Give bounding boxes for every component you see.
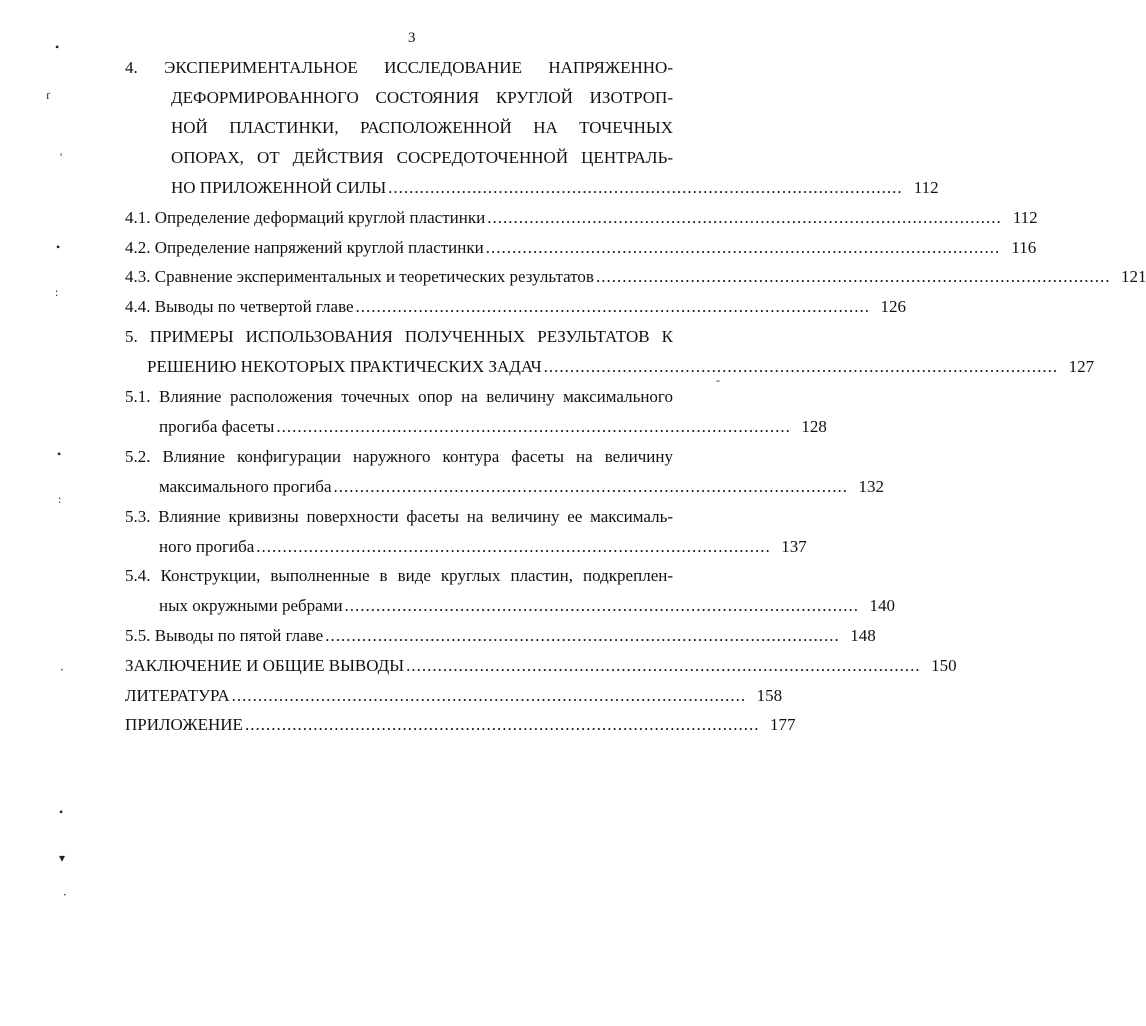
page-ref: 116 (1011, 238, 1037, 257)
section-5-entry (147, 356, 1095, 378)
toc-entry-5-2-line-1: 5.2. Влияние конфигурации наружного контура фасеты на величину (125, 447, 673, 466)
scan-speck: • (57, 447, 62, 461)
page-ref: 148 (850, 626, 876, 645)
section-4-title-line-4: ОПОРАХ, ОТ ДЕЙСТВИЯ СОСРЕДОТОЧЕННОЙ ЦЕНТРАЛЬ- (171, 148, 673, 167)
leader-dots: .................................................................................................. (485, 238, 1001, 257)
scan-speck: ‧ (63, 888, 67, 902)
entry-title: ных окружными ребрами (159, 596, 343, 615)
toc-entry-4-2 (125, 237, 1037, 259)
page-ref: 112 (1012, 208, 1038, 227)
scan-speck: • (59, 805, 64, 819)
scan-speck: ' (60, 150, 63, 164)
page-ref: 140 (869, 596, 896, 615)
leader-dots: .................................................................................................. (355, 297, 871, 316)
entry-title: 4.4. Выводы по четвертой главе (125, 297, 354, 316)
toc-entry-5-1-line-1: 5.1. Влияние расположения точечных опор на величину максимального (125, 387, 673, 406)
toc-entry-5-3 (159, 536, 807, 558)
page-ref: 150 (931, 656, 957, 675)
entry-title: 4.2. Определение напряжений круглой пластинки (125, 238, 484, 257)
page-ref: 126 (880, 297, 907, 316)
toc-entry-appendix (125, 714, 796, 736)
leader-dots: .................................................................................................. (256, 537, 771, 556)
page-ref: 121 (1120, 267, 1146, 286)
scan-speck: : (58, 492, 62, 506)
section-4-title-line-3: НОЙ ПЛАСТИНКИ, РАСПОЛОЖЕННОЙ НА ТОЧЕЧНЫХ (171, 118, 673, 137)
entry-title: ПРИЛОЖЕНИЕ (125, 715, 243, 734)
scan-speck: ▾ (59, 851, 66, 865)
scan-speck: • (56, 240, 61, 254)
leader-dots: .................................................................................................. (344, 596, 860, 615)
section-5-title-line-2: РЕШЕНИЮ НЕКОТОРЫХ ПРАКТИЧЕСКИХ ЗАДАЧ (147, 357, 542, 376)
toc-entry-5-2 (159, 476, 884, 498)
scan-speck: ґ (46, 88, 51, 102)
entry-title: максимального прогиба (159, 477, 332, 496)
page-ref: 132 (858, 477, 884, 496)
page-ref: 112 (913, 178, 939, 197)
scan-speck: - (716, 373, 720, 387)
scan-speck: ‧ (60, 663, 64, 677)
entry-title: 5.5. Выводы по пятой главе (125, 626, 324, 645)
page-ref: 177 (769, 715, 796, 734)
entry-title: прогиба фасеты (159, 417, 275, 436)
leader-dots: .................................................................................................. (333, 477, 848, 496)
entry-title: ного прогиба (159, 537, 255, 556)
toc-entry-5-1 (159, 416, 827, 438)
toc-entry-5-4 (159, 595, 896, 617)
entry-title: ЗАКЛЮЧЕНИЕ И ОБЩИЕ ВЫВОДЫ (125, 656, 405, 675)
toc-entry-4-3 (125, 266, 1146, 288)
section-4-title-line-1: 4. ЭКСПЕРИМЕНТАЛЬНОЕ ИССЛЕДОВАНИЕ НАПРЯЖЕННО- (125, 58, 673, 77)
leader-dots: .................................................................................................. (325, 626, 840, 645)
page-ref: 128 (801, 417, 827, 436)
toc-entry-conclusion (125, 655, 957, 677)
section-5-title-line-1: 5. ПРИМЕРЫ ИСПОЛЬЗОВАНИЯ ПОЛУЧЕННЫХ РЕЗУЛЬТАТОВ К (125, 327, 673, 346)
leader-dots: .................................................................................................. (231, 686, 747, 705)
scan-speck: : (55, 285, 59, 299)
page-ref: 158 (756, 686, 783, 705)
leader-dots: .................................................................................................. (406, 656, 921, 675)
leader-dots: .................................................................................................. (543, 357, 1059, 376)
toc-entry-4-4 (125, 296, 907, 318)
leader-dots: .................................................................................................. (487, 208, 1002, 227)
page-number: 3 (408, 30, 416, 46)
leader-dots: .................................................................................................. (388, 178, 903, 197)
scan-speck: • (55, 40, 60, 54)
page-ref: 127 (1068, 357, 1095, 376)
toc-entry-4-1 (125, 207, 1038, 229)
toc-entry-5-4-line-1: 5.4. Конструкции, выполненные в виде круглых пластин, подкреплен- (125, 566, 673, 585)
section-4-title-line-2: ДЕФОРМИРОВАННОГО СОСТОЯНИЯ КРУГЛОЙ ИЗОТРОП- (171, 88, 673, 107)
leader-dots: .................................................................................................. (595, 267, 1111, 286)
toc-entry-5-5 (125, 625, 876, 647)
leader-dots: .................................................................................................. (244, 715, 760, 734)
page-ref: 137 (781, 537, 807, 556)
leader-dots: .................................................................................................. (276, 417, 791, 436)
entry-title: 4.3. Сравнение экспериментальных и теоретических результатов (125, 267, 594, 286)
toc-entry-literature (125, 685, 783, 707)
section-4-title-line-5: НО ПРИЛОЖЕННОЙ СИЛЫ (171, 178, 387, 197)
entry-title: 4.1. Определение деформаций круглой пластинки (125, 208, 486, 227)
toc-entry-5-3-line-1: 5.3. Влияние кривизны поверхности фасеты на величину ее максималь- (125, 507, 673, 526)
entry-title: ЛИТЕРАТУРА (125, 686, 230, 705)
section-4-entry (171, 177, 939, 199)
